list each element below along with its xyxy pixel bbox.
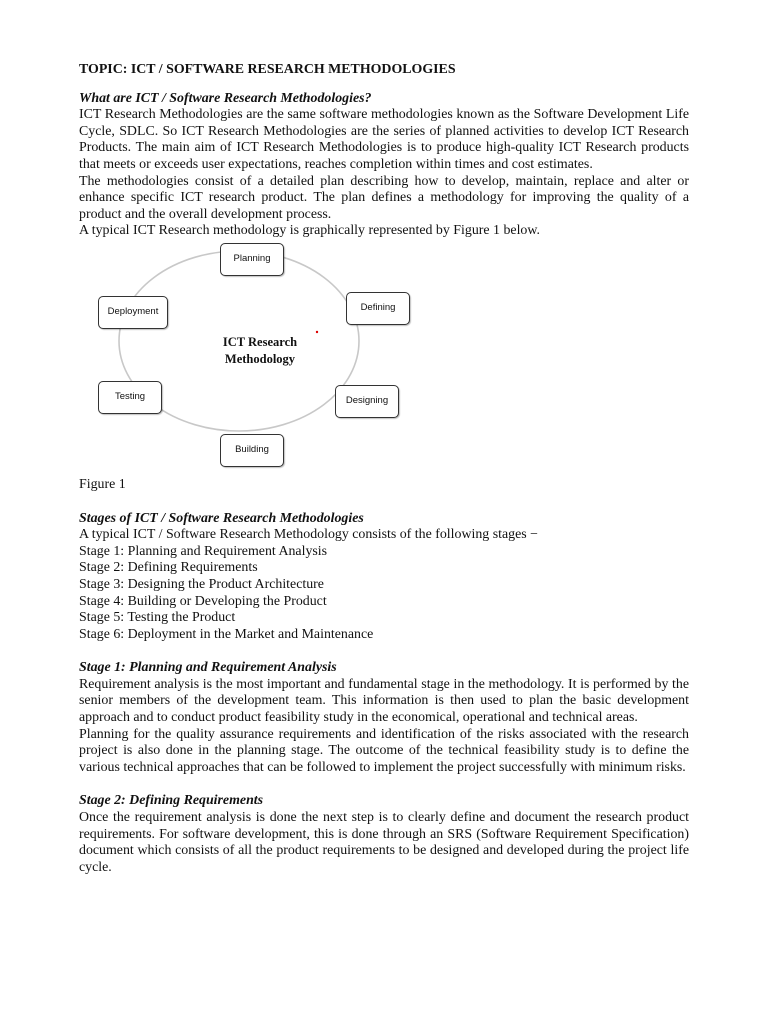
list-item: Stage 3: Designing the Product Architecture [79, 576, 324, 592]
center-label-line1: ICT Research [222, 334, 298, 349]
diagram-center-label [210, 334, 310, 368]
node-deployment [98, 296, 168, 329]
figure-caption: Figure 1 [79, 476, 126, 492]
list-item: Stage 1: Planning and Requirement Analysis [79, 543, 328, 559]
stages-intro: A typical ICT / Software Research Methodology consists of the following stages − [79, 527, 538, 543]
node-building-label: Building [235, 444, 269, 456]
list-item: Stage 6: Deployment in the Market and Maintenance [79, 626, 374, 642]
document-page [79, 62, 689, 876]
node-designing-label: Designing [345, 395, 389, 407]
paragraph: Once the requirement analysis is done the next step is to clearly define and document the research product requirements. For software development, this is done through an SRS (Software Requirement Specification) document which consists of all the product requirements to be designed and developed during the project life cycle. [79, 810, 689, 875]
list-item: Stage 2: Defining Requirements [79, 560, 258, 576]
node-building [220, 434, 284, 467]
node-testing [98, 381, 162, 414]
methodology-cycle-diagram [79, 240, 689, 474]
list-item: Stage 5: Testing the Product [79, 610, 236, 626]
section-heading-stage1: Stage 1: Planning and Requirement Analysis [79, 660, 337, 676]
paragraph: The methodologies consist of a detailed plan describing how to develop, maintain, replace and alter or enhance specific ICT research product. The plan defines a methodology for improving the quality of a product and the overall development process. [79, 173, 689, 222]
node-defining [346, 292, 410, 325]
stage-list [79, 544, 689, 644]
node-planning [220, 243, 284, 276]
paragraph: A typical ICT Research methodology is graphically represented by Figure 1 below. [79, 223, 540, 239]
node-planning-label: Planning [233, 253, 271, 265]
node-designing [335, 385, 399, 418]
section-heading-stages: Stages of ICT / Software Research Methodologies [79, 510, 364, 526]
section-heading-stage2: Stage 2: Defining Requirements [79, 793, 264, 809]
node-defining-label: Defining [360, 302, 396, 314]
document-title: TOPIC: ICT / SOFTWARE RESEARCH METHODOLOGIES [79, 62, 456, 77]
section-heading-what-are: What are ICT / Software Research Methodologies? [79, 90, 372, 106]
paragraph: Planning for the quality assurance requirements and identification of the risks associated with the research project is also done in the planning stage. The outcome of the technical feasibility study is to define the various technical approaches that can be followed to implement the project successfully with minimum risks. [79, 726, 689, 775]
red-dot-mark [316, 331, 318, 333]
paragraph: Requirement analysis is the most important and fundamental stage in the methodology. It is performed by the senior members of the development team. This information is then used to plan the basic development approach and to conduct product feasibility study in the economical, operational and technical areas. [79, 676, 689, 726]
center-label-line2: Methodology [224, 351, 296, 366]
paragraph: ICT Research Methodologies are the same software methodologies known as the Software Development Life Cycle, SDLC. So ICT Research Methodologies are the series of planned activities to develop ICT Research Products. The main aim of ICT Research Methodologies is to produce high-quality ICT Research products that meets or exceeds user expectations, reaches completion within times and cost estimates. [79, 107, 689, 172]
node-testing-label: Testing [114, 391, 146, 403]
list-item: Stage 4: Building or Developing the Product [79, 593, 327, 609]
cycle-ellipse-svg [79, 240, 689, 474]
node-deployment-label: Deployment [107, 306, 159, 318]
